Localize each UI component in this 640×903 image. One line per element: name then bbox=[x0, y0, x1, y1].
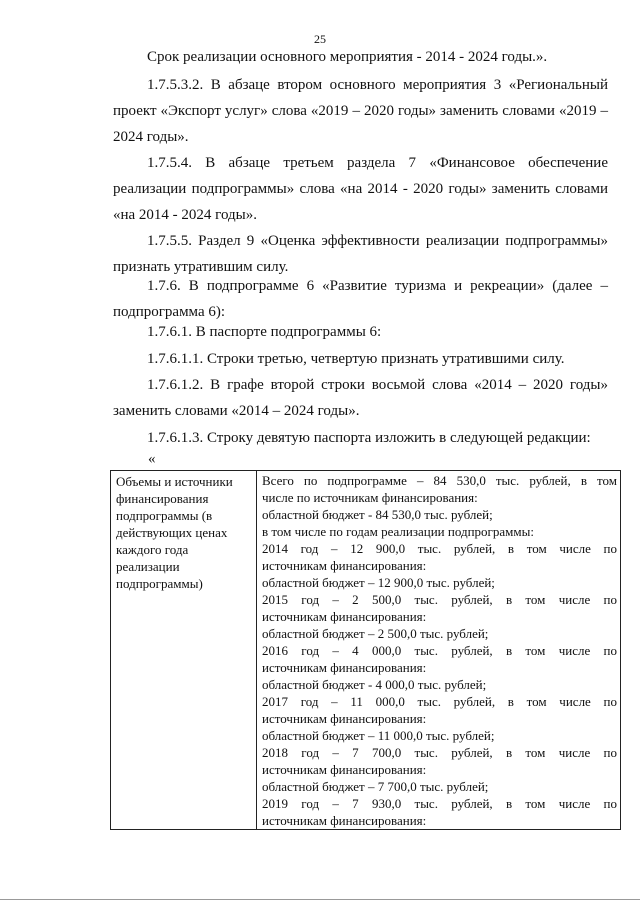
content-line: областной бюджет - 4 000,0 тыс. рублей; bbox=[262, 677, 487, 692]
paragraph-1-7-6-1-1: 1.7.6.1.1. Строки третью, четвертую признать утратившими силу. bbox=[147, 351, 565, 367]
table-row bbox=[111, 471, 621, 830]
content-line: областной бюджет - 84 530,0 тыс. рублей; bbox=[262, 507, 493, 522]
content-line: 2018 год – 7 700,0 тыс. рублей, в том числе по bbox=[262, 745, 617, 760]
content-line: источникам финансирования: bbox=[262, 762, 427, 777]
content-line: 2015 год – 2 500,0 тыс. рублей, в том числе по bbox=[262, 592, 617, 607]
content-line: областной бюджет – 11 000,0 тыс. рублей; bbox=[262, 728, 495, 743]
paragraph-1-7-6-1: 1.7.6.1. В паспорте подпрограммы 6: bbox=[147, 324, 382, 340]
row-label-text: Объемы и источники финансирования подпрограммы (в действующих ценах каждого года реализации подпрограммы) bbox=[116, 474, 233, 591]
paragraph-deadline: Срок реализации основного мероприятия - 2014 - 2024 годы.». bbox=[147, 49, 548, 65]
content-line: областной бюджет – 2 500,0 тыс. рублей; bbox=[262, 626, 489, 641]
row-content-cell bbox=[257, 471, 621, 830]
content-line: источникам финансирования: bbox=[262, 609, 427, 624]
content-line: источникам финансирования: bbox=[262, 813, 427, 828]
opening-quote: « bbox=[148, 451, 156, 467]
content-line: 2019 год – 7 930,0 тыс. рублей, в том числе по bbox=[262, 796, 617, 811]
content-line: областной бюджет – 7 700,0 тыс. рублей; bbox=[262, 779, 489, 794]
paragraph-1-7-5-5: 1.7.5.5. Раздел 9 «Оценка эффективности реализации подпрограммы» признать утратившим силу. bbox=[113, 233, 608, 275]
page-number: 25 bbox=[314, 32, 326, 46]
content-line: в том числе по годам реализации подпрограммы: bbox=[262, 524, 534, 539]
row-label-cell bbox=[111, 471, 257, 830]
paragraph-1-7-5-4: 1.7.5.4. В абзаце третьем раздела 7 «Финансовое обеспечение реализации подпрограммы» слова «на 2014 - 2020 годы» заменить словами «на 2014 - 2024 годы». bbox=[113, 155, 608, 223]
paragraph-1-7-6-1-3: 1.7.6.1.3. Строку девятую паспорта изложить в следующей редакции: bbox=[147, 430, 591, 446]
footer-divider bbox=[0, 899, 640, 900]
content-line: источникам финансирования: bbox=[262, 660, 427, 675]
content-line: источникам финансирования: bbox=[262, 711, 427, 726]
content-line: Всего по подпрограмме – 84 530,0 тыс. рублей, в том bbox=[262, 473, 617, 488]
content-line: 2016 год – 4 000,0 тыс. рублей, в том числе по bbox=[262, 643, 617, 658]
content-line: числе по источникам финансирования: bbox=[262, 490, 478, 505]
paragraph-1-7-5-3-2: 1.7.5.3.2. В абзаце втором основного мероприятия 3 «Региональный проект «Экспорт услуг» слова «2019 – 2020 годы» заменить словами «2019 – 2024 годы». bbox=[113, 77, 608, 145]
paragraph-1-7-6-1-2: 1.7.6.1.2. В графе второй строки восьмой слова «2014 – 2020 годы» заменить словами «2014 – 2024 годы». bbox=[113, 377, 608, 419]
content-line: областной бюджет – 12 900,0 тыс. рублей; bbox=[262, 575, 495, 590]
content-line: источникам финансирования: bbox=[262, 558, 427, 573]
content-line: 2017 год – 11 000,0 тыс. рублей, в том числе по bbox=[262, 694, 617, 709]
paragraph-1-7-6: 1.7.6. В подпрограмме 6 «Развитие туризма и рекреации» (далее – подпрограмма 6): bbox=[113, 278, 608, 320]
passport-table bbox=[110, 470, 621, 830]
content-line: 2014 год – 12 900,0 тыс. рублей, в том числе по bbox=[262, 541, 617, 556]
